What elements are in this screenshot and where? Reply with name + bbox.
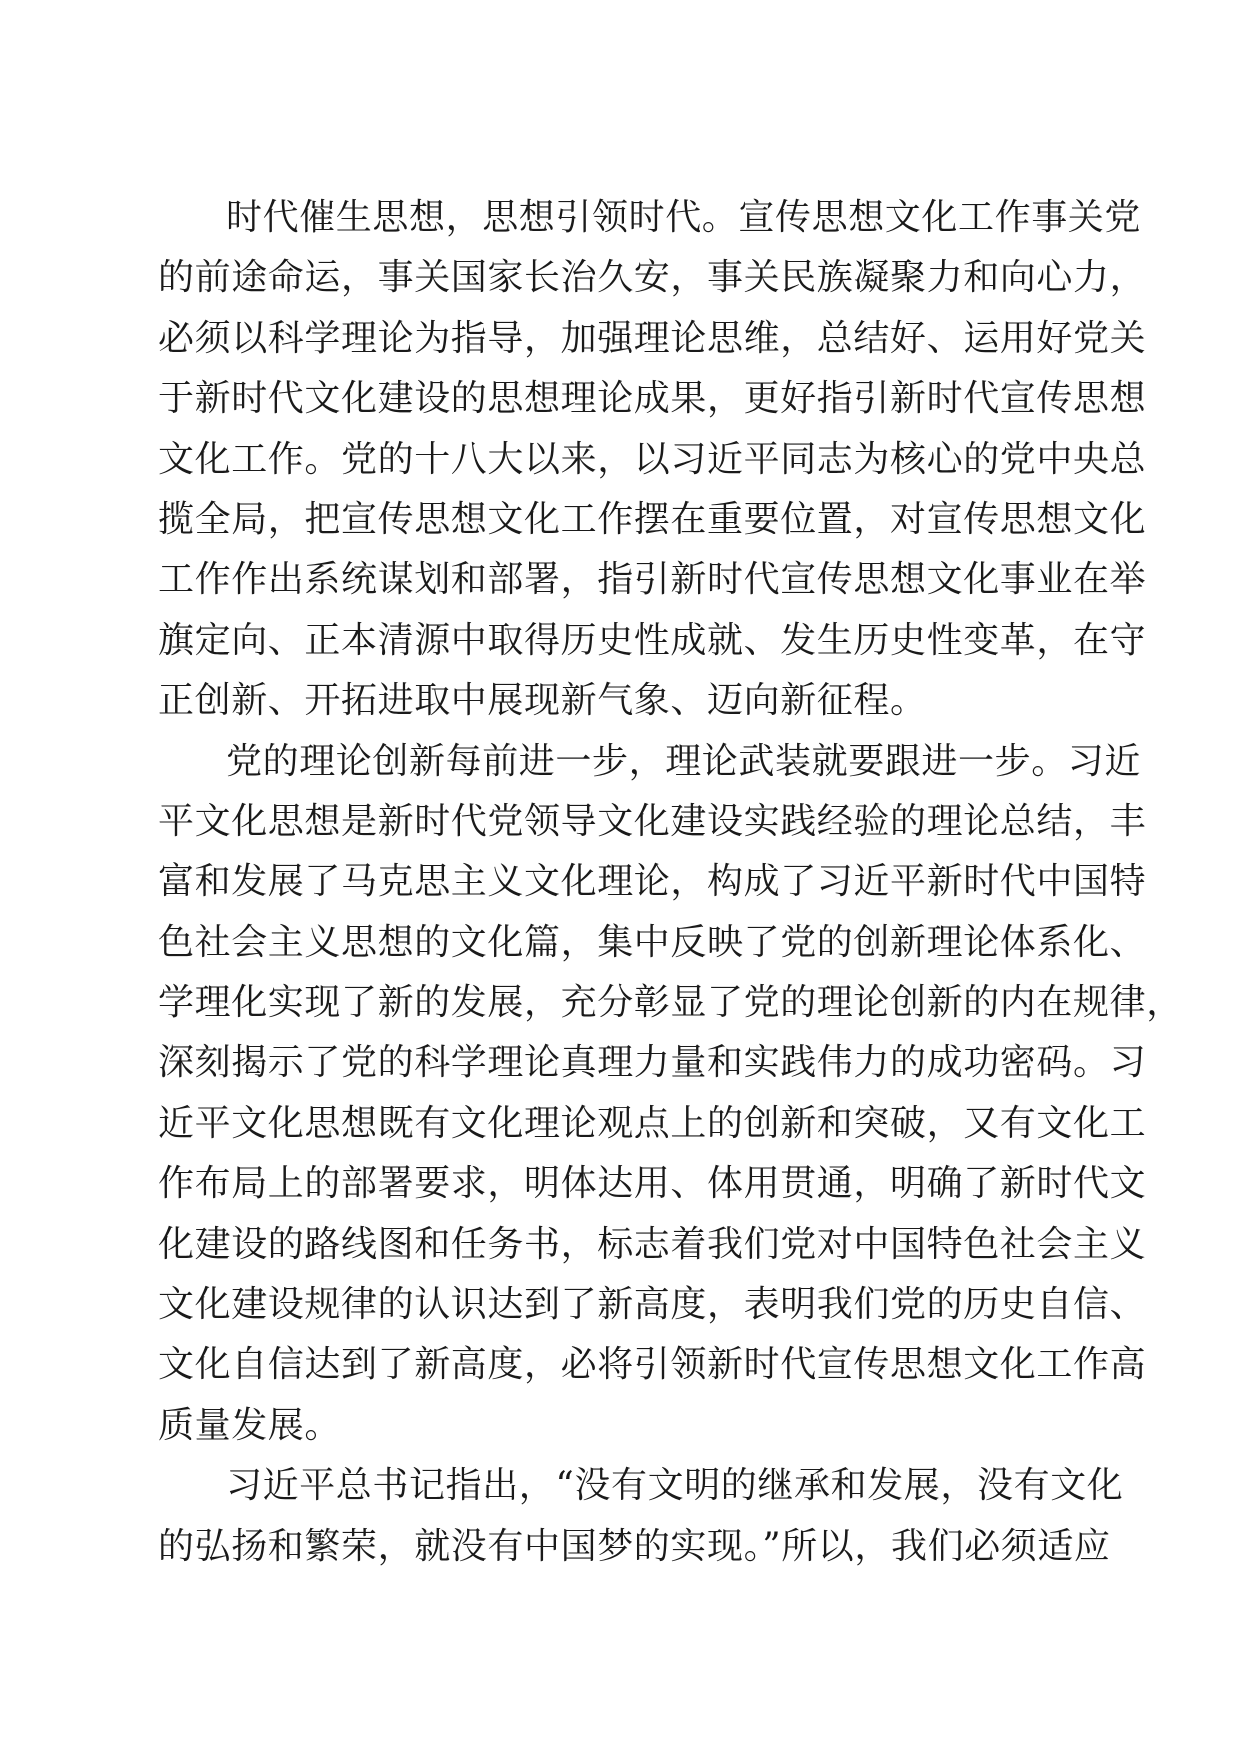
text-line: 平文化思想是新时代党领导文化建设实践经验的理论总结，丰 bbox=[158, 800, 1147, 842]
text-line: 学理化实现了新的发展，充分彰显了党的理论创新的内在规律， bbox=[158, 982, 1183, 1024]
text-line: 必须以科学理论为指导，加强理论思维，总结好、运用好党关 bbox=[158, 317, 1147, 359]
text-line: 化建设的路线图和任务书，标志着我们党对中国特色社会主义 bbox=[158, 1223, 1147, 1265]
text-line: 于新时代文化建设的思想理论成果，更好指引新时代宣传思想 bbox=[158, 378, 1147, 420]
text-line: 旗定向、正本清源中取得历史性成就、发生历史性变革，在守 bbox=[158, 619, 1147, 661]
text-line: 富和发展了马克思主义文化理论，构成了习近平新时代中国特 bbox=[158, 861, 1147, 903]
text-line: 的前途命运，事关国家长治久安，事关民族凝聚力和向心力， bbox=[158, 257, 1147, 299]
text-line: 时代催生思想，思想引领时代。宣传思想文化工作事关党 bbox=[226, 197, 1142, 238]
text-line: 文化建设规律的认识达到了新高度，表明我们党的历史自信、 bbox=[158, 1284, 1147, 1326]
text-line: 作布局上的部署要求，明体达用、体用贯通，明确了新时代文 bbox=[158, 1163, 1147, 1205]
text-line: 文化工作。党的十八大以来，以习近平同志为核心的党中央总 bbox=[158, 438, 1147, 480]
text-line: 揽全局，把宣传思想文化工作摆在重要位置，对宣传思想文化 bbox=[158, 498, 1147, 540]
paragraph-1 bbox=[158, 188, 1147, 732]
text-line: 深刻揭示了党的科学理论真理力量和实践伟力的成功密码。习 bbox=[158, 1042, 1147, 1084]
text-line: 色社会主义思想的文化篇，集中反映了党的创新理论体系化、 bbox=[158, 921, 1147, 963]
text-line: 的弘扬和繁荣，就没有中国梦的实现。”所以，我们必须适应 bbox=[158, 1525, 1111, 1567]
paragraph-2 bbox=[158, 732, 1183, 1457]
text-line: 正创新、开拓进取中展现新气象、迈向新征程。 bbox=[158, 680, 927, 722]
text-line: 文化自信达到了新高度，必将引领新时代宣传思想文化工作高 bbox=[158, 1344, 1147, 1386]
document-body bbox=[158, 188, 1183, 1577]
text-line: 工作作出系统谋划和部署，指引新时代宣传思想文化事业在举 bbox=[158, 559, 1147, 601]
paragraph-3 bbox=[158, 1456, 1124, 1577]
text-line: 习近平总书记指出，“没有文明的继承和发展，没有文化 bbox=[226, 1465, 1124, 1507]
text-line: 党的理论创新每前进一步，理论武装就要跟进一步。习近 bbox=[226, 740, 1142, 782]
text-line: 近平文化思想既有文化理论观点上的创新和突破，又有文化工 bbox=[158, 1102, 1147, 1144]
text-line: 质量发展。 bbox=[158, 1404, 342, 1446]
